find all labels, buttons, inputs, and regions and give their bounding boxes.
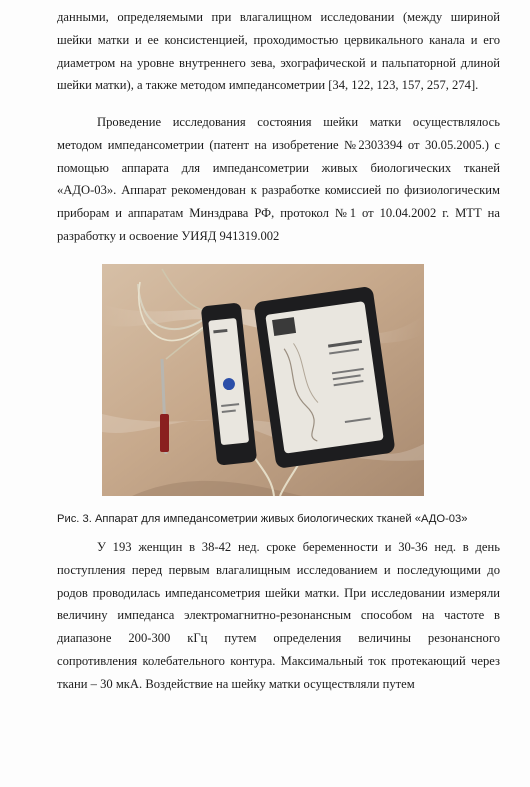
- figure-caption: Рис. 3. Аппарат для импедансометрии живых биологических тканей «АДО-03»: [57, 513, 468, 525]
- device-photo: [102, 264, 424, 496]
- paragraph-study: У 193 женщин в 38-42 нед. сроке беременности и 30-36 нед. в день поступления перед первым влагалищным исследованием и последующими до родов проводилась импедансометрия шейки матки. При исследовании измеряли величину импеданса электромагнитно-резонансным способом на частоте в диапазоне 200-300 кГц путем определения величины резонансного сопротивления колебательного контура. Максимальный ток протекающий через ткани – 30 мкА. Воздействие на шейку матки осуществляли путем: [57, 540, 500, 691]
- paragraph-intro-continuation: данными, определяемыми при влагалищном исследовании (между шириной шейки матки и ее консистенцией, проходимостью цервикального канала и его диаметром на уровне внутреннего зева, эхографической и пальпаторной длиной шейки матки), а также методом импедансометрии [34, 122, 123, 157, 257, 274].: [57, 10, 500, 93]
- main-device-display: [272, 317, 296, 336]
- paragraph-method: Проведение исследования состояния шейки матки осуществлялось методом импедансометрии (патент на изобретение №2303394 от 30.05.2005.) с помощью аппарата для импедансометрии живых биологических тканей «АДО-03». Аппарат рекомендован к разработке комиссией по физиологическим приборам и аппаратам Минздрава РФ, протокол №1 от 10.04.2002 г. МТТ на разработку и освоение УИЯД 941319.002: [57, 115, 500, 243]
- device-illustration: [102, 264, 424, 496]
- probe-handle: [160, 414, 169, 452]
